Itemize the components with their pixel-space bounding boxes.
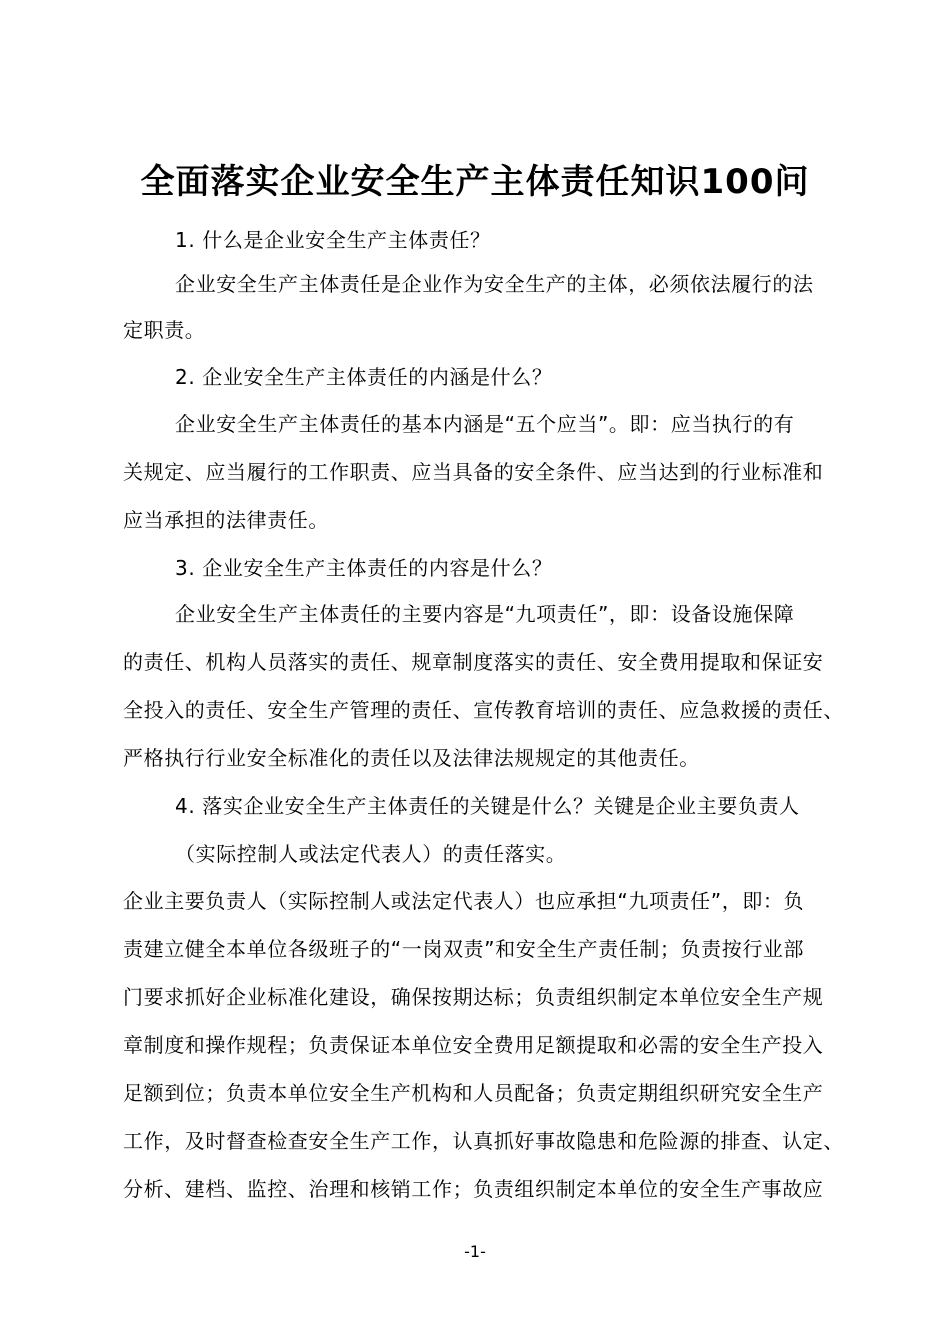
answer-1-line-2: 定职责。 — [123, 318, 206, 342]
answer-4-line-3: 门要求抓好企业标准化建设，确保按期达标；负责组织制定本单位安全生产规 — [123, 985, 824, 1009]
answer-2-line-2: 关规定、应当履行的工作职责、应当具备的安全条件、应当达到的行业标准和 — [123, 460, 824, 484]
answer-3-line-1: 企业安全生产主体责任的主要内容是“九项责任”，即：设备设施保障 — [175, 602, 795, 626]
question-4-line-1: 4. 落实企业安全生产主体责任的关键是什么？关键是企业主要负责人 — [175, 794, 800, 818]
answer-4-line-5: 足额到位；负责本单位安全生产机构和人员配备；负责定期组织研究安全生产 — [123, 1081, 824, 1105]
answer-4-line-2: 责建立健全本单位各级班子的“一岗双责”和安全生产责任制；负责按行业部 — [123, 937, 805, 961]
question-2: 2. 企业安全生产主体责任的内涵是什么？ — [175, 365, 553, 389]
page-title: 全面落实企业安全生产主体责任知识100问 — [140, 162, 810, 202]
answer-4-line-6: 工作，及时督查检查安全生产工作，认真抓好事故隐患和危险源的排查、认定、 — [123, 1129, 844, 1153]
answer-4-line-4: 章制度和操作规程；负责保证本单位安全费用足额提取和必需的安全生产投入 — [123, 1033, 824, 1057]
answer-4-line-7: 分析、建档、监控、治理和核销工作；负责组织制定本单位的安全生产事故应 — [123, 1177, 824, 1201]
answer-4-line-1: 企业主要负责人（实际控制人或法定代表人）也应承担“九项责任”，即：负 — [123, 889, 805, 913]
question-1: 1. 什么是企业安全生产主体责任？ — [175, 228, 491, 252]
answer-2-line-1: 企业安全生产主体责任的基本内涵是“五个应当”。即：应当执行的有 — [175, 412, 795, 436]
answer-3-line-3: 全投入的责任、安全生产管理的责任、宣传教育培训的责任、应急救援的责任、 — [123, 698, 844, 722]
answer-1-line-1: 企业安全生产主体责任是企业作为安全生产的主体，必须依法履行的法 — [175, 272, 814, 296]
answer-3-line-4: 严格执行行业安全标准化的责任以及法律法规规定的其他责任。 — [123, 746, 700, 770]
answer-3-line-2: 的责任、机构人员落实的责任、规章制度落实的责任、安全费用提取和保证安 — [123, 650, 824, 674]
question-4-line-2: （实际控制人或法定代表人）的责任落实。 — [175, 842, 567, 866]
question-3: 3. 企业安全生产主体责任的内容是什么？ — [175, 556, 553, 580]
answer-2-line-3: 应当承担的法律责任。 — [123, 508, 329, 532]
page-number: -1- — [464, 1242, 486, 1261]
